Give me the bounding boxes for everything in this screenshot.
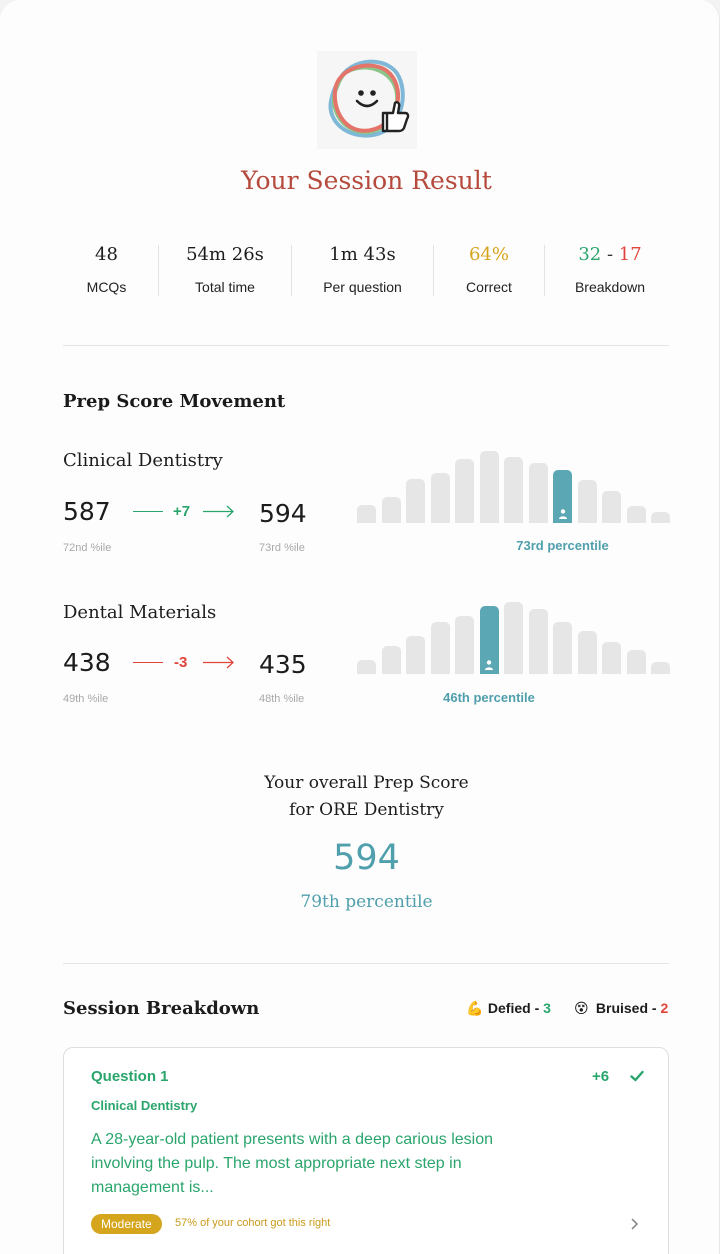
distribution-bar-you <box>480 606 499 674</box>
distribution-bar <box>357 660 376 674</box>
distribution-bar <box>504 457 523 523</box>
dizzy-face-emoji-icon: 😵 <box>574 1000 589 1016</box>
overall-heading-line2: for ORE Dentistry <box>289 800 444 820</box>
distribution-bar <box>529 609 548 674</box>
legend-defied-count: 3 <box>543 1000 551 1016</box>
legend-separator: - <box>651 1000 657 1016</box>
distribution-bar <box>529 463 548 523</box>
distribution-bar <box>406 479 425 523</box>
check-icon <box>630 1069 644 1083</box>
session-breakdown-title: Session Breakdown <box>63 998 260 1019</box>
distribution-bar <box>627 650 646 674</box>
legend-bruised[interactable] <box>574 1000 668 1017</box>
from-percentile: 49th %ile <box>63 693 109 705</box>
stat-breakdown <box>545 240 675 298</box>
section-divider <box>63 345 669 346</box>
distribution-bar <box>578 480 597 523</box>
question-card[interactable] <box>63 1047 669 1254</box>
distribution-bar <box>651 512 670 523</box>
distribution-bar <box>553 622 572 674</box>
from-score: 587 <box>63 497 111 526</box>
distribution-bar <box>578 631 597 674</box>
breakdown-wrong: 17 <box>618 244 642 265</box>
person-icon <box>558 509 567 519</box>
overall-score: 594 <box>333 838 400 878</box>
stat-correct <box>434 240 544 298</box>
breakdown-correct: 32 <box>578 244 602 265</box>
person-icon <box>485 660 494 670</box>
percentile-label: 46th percentile <box>443 690 535 705</box>
stat-total-time <box>159 240 291 298</box>
smiley-thumbs-up-logo-icon <box>317 51 417 149</box>
question-score-delta: +6 <box>592 1068 610 1085</box>
stat-breakdown-value <box>545 243 675 267</box>
session-stats-row <box>55 240 665 298</box>
question-text: A 28-year-old patient presents with a deep carious lesion involving the pulp. The most appropriate next step in management is... <box>91 1131 494 1196</box>
chevron-right-icon[interactable] <box>630 1218 640 1230</box>
stat-total-time-label: Total time <box>195 279 255 295</box>
overall-prep-score-heading <box>0 770 720 824</box>
distribution-bar <box>406 636 425 674</box>
percentile-distribution-chart <box>357 594 670 674</box>
prep-movement-title: Prep Score Movement <box>63 391 286 412</box>
section-divider <box>63 963 669 964</box>
distribution-bar <box>382 497 401 523</box>
stat-per-question <box>292 240 433 298</box>
distribution-bar <box>455 459 474 523</box>
distribution-bar <box>480 451 499 523</box>
score-delta: -3 <box>174 654 188 671</box>
stat-per-question-value: 1m 43s <box>329 244 396 265</box>
from-percentile: 72nd %ile <box>63 542 112 554</box>
stat-correct-value: 64% <box>468 244 509 265</box>
score-delta: +7 <box>173 503 191 520</box>
breakdown-separator: - <box>606 244 614 265</box>
stat-mcqs-label: MCQs <box>86 279 127 295</box>
from-score: 438 <box>63 648 111 677</box>
legend-bruised-label: Bruised <box>595 1000 649 1016</box>
distribution-bar <box>455 616 474 674</box>
to-score: 594 <box>259 499 307 528</box>
arrow-right-icon <box>203 656 235 669</box>
distribution-bar <box>627 506 646 523</box>
overall-percentile: 79th percentile <box>300 892 433 912</box>
difficulty-badge: Moderate <box>91 1214 162 1234</box>
stat-mcqs-value: 48 <box>95 244 118 265</box>
stat-mcqs <box>55 240 158 298</box>
question-subject: Clinical Dentistry <box>91 1098 198 1113</box>
legend-bruised-count: 2 <box>660 1000 669 1016</box>
distribution-bar <box>357 505 376 523</box>
distribution-bar <box>382 646 401 674</box>
distribution-bar-you <box>553 470 572 523</box>
percentile-label: 73rd percentile <box>516 538 609 553</box>
subject-name: Clinical Dentistry <box>63 450 223 471</box>
legend-separator: - <box>534 1000 540 1016</box>
stat-breakdown-label: Breakdown <box>574 279 646 295</box>
delta-line <box>133 511 163 512</box>
cohort-stat: 57% of your cohort got this right <box>175 1217 331 1229</box>
overall-heading-line1: Your overall Prep Score <box>264 773 469 793</box>
to-score: 435 <box>259 650 307 679</box>
to-percentile: 73rd %ile <box>259 542 305 554</box>
stat-per-question-label: Per question <box>323 279 402 295</box>
distribution-bar <box>431 473 450 523</box>
distribution-bar <box>602 491 621 523</box>
distribution-bar <box>602 642 621 674</box>
subject-name: Dental Materials <box>63 602 217 623</box>
stat-total-time-value: 54m 26s <box>186 244 264 265</box>
delta-line <box>133 662 163 663</box>
distribution-bar <box>431 622 450 674</box>
distribution-bar <box>651 662 670 674</box>
stat-correct-label: Correct <box>466 279 512 295</box>
page-title: Your Session Result <box>241 166 492 195</box>
percentile-distribution-chart <box>357 443 670 523</box>
legend-defied[interactable] <box>466 1000 551 1017</box>
question-title: Question 1 <box>91 1068 169 1085</box>
to-percentile: 48th %ile <box>259 693 305 705</box>
legend-defied-label: Defied <box>487 1000 531 1016</box>
distribution-bar <box>504 602 523 674</box>
arrow-right-icon <box>203 505 235 518</box>
flexed-biceps-emoji-icon: 💪 <box>466 1000 484 1016</box>
